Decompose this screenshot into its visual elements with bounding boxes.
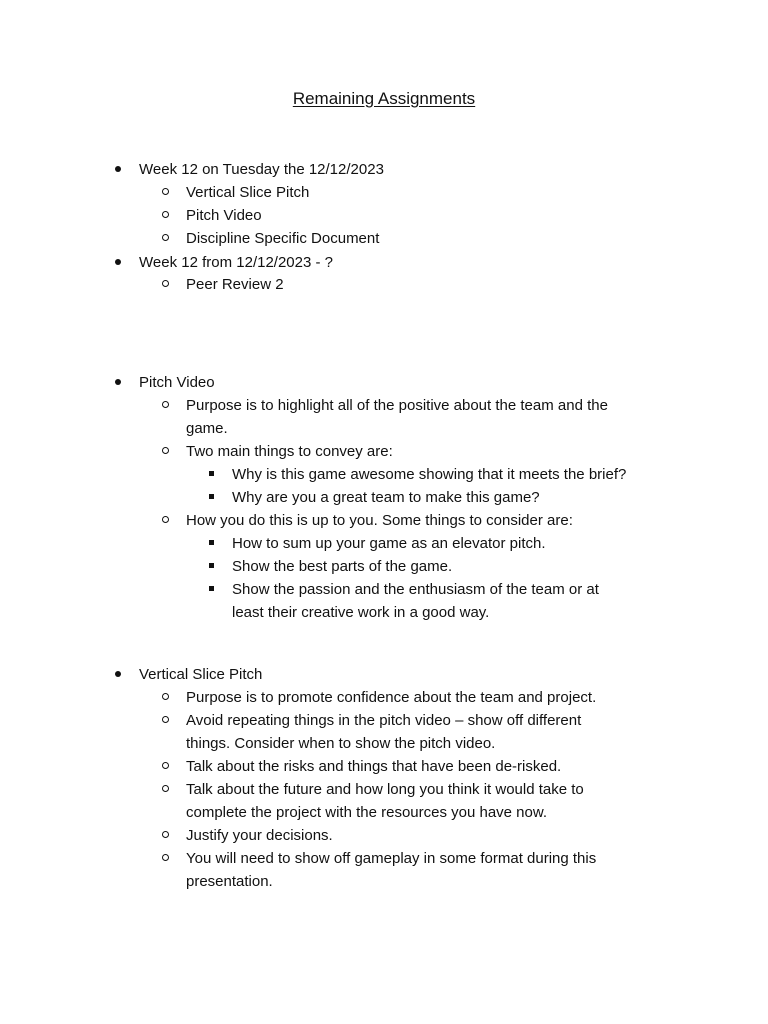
- list-item: Show the passion and the enthusiasm of the team or at: [232, 581, 599, 598]
- page-title: Remaining Assignments: [292, 89, 476, 108]
- list-item: Week 12 from 12/12/2023 - ?: [139, 254, 334, 271]
- bullet-disc-icon: [115, 251, 121, 274]
- list-item-continuation: complete the project with the resources you have now.: [186, 804, 548, 821]
- list-item: Peer Review 2: [186, 276, 284, 293]
- list-item: Two main things to convey are:: [186, 443, 393, 460]
- list-item-continuation: least their creative work in a good way.: [232, 604, 490, 621]
- list-item: Show the best parts of the game.: [232, 558, 453, 575]
- list-item: Week 12 on Tuesday the 12/12/2023: [139, 161, 384, 178]
- bullet-square-icon: [209, 555, 214, 578]
- list-item-continuation: presentation.: [186, 873, 273, 890]
- list-item: Why is this game awesome showing that it meets the brief?: [232, 466, 627, 483]
- bullet-square-icon: [209, 532, 214, 555]
- bullet-square-icon: [209, 463, 214, 486]
- bullet-circle-icon: [162, 509, 169, 532]
- list-item: Pitch Video: [139, 374, 215, 391]
- list-item: Purpose is to promote confidence about the team and project.: [186, 689, 597, 706]
- list-item: Talk about the risks and things that have been de-risked.: [186, 758, 562, 775]
- bullet-circle-icon: [162, 394, 169, 417]
- list-item: Why are you a great team to make this game?: [232, 489, 540, 506]
- list-item: How you do this is up to you. Some things to consider are:: [186, 512, 573, 529]
- list-item-continuation: game.: [186, 420, 228, 437]
- list-item: Discipline Specific Document: [186, 230, 380, 247]
- bullet-circle-icon: [162, 824, 169, 847]
- list-item: You will need to show off gameplay in some format during this: [186, 850, 597, 867]
- list-item-continuation: things. Consider when to show the pitch video.: [186, 735, 496, 752]
- bullet-circle-icon: [162, 778, 169, 801]
- list-item: Vertical Slice Pitch: [186, 184, 310, 201]
- list-item: Vertical Slice Pitch: [139, 666, 263, 683]
- bullet-circle-icon: [162, 440, 169, 463]
- bullet-circle-icon: [162, 273, 169, 296]
- bullet-disc-icon: [115, 663, 121, 686]
- bullet-circle-icon: [162, 709, 169, 732]
- bullet-circle-icon: [162, 686, 169, 709]
- list-item: Pitch Video: [186, 207, 262, 224]
- bullet-square-icon: [209, 486, 214, 509]
- list-item: Justify your decisions.: [186, 827, 333, 844]
- list-item: Talk about the future and how long you think it would take to: [186, 781, 584, 798]
- bullet-disc-icon: [115, 371, 121, 394]
- list-item: Purpose is to highlight all of the positive about the team and the: [186, 397, 608, 414]
- list-item: How to sum up your game as an elevator pitch.: [232, 535, 546, 552]
- bullet-circle-icon: [162, 181, 169, 204]
- bullet-circle-icon: [162, 755, 169, 778]
- bullet-circle-icon: [162, 204, 169, 227]
- bullet-square-icon: [209, 578, 214, 601]
- bullet-circle-icon: [162, 847, 169, 870]
- list-item: Avoid repeating things in the pitch video – show off different: [186, 712, 582, 729]
- bullet-disc-icon: [115, 158, 121, 181]
- bullet-circle-icon: [162, 227, 169, 250]
